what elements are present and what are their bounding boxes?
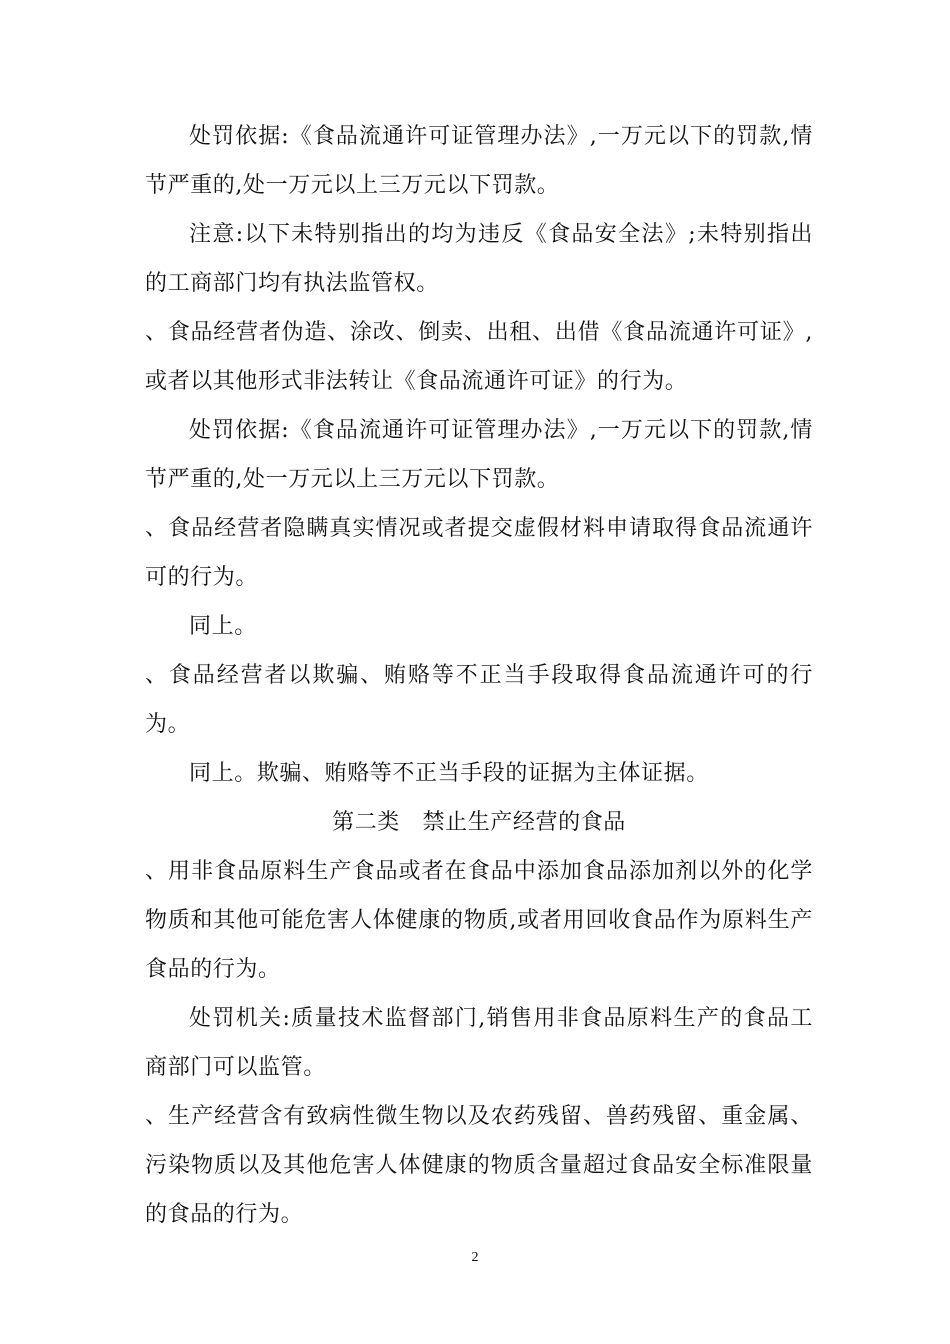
paragraph-note: 注意:以下未特别指出的均为违反《食品安全法》;未特别指出的工商部门均有执法监管权。 (145, 222, 813, 296)
section-heading: 第二类 禁止生产经营的食品 (332, 810, 626, 835)
paragraph-item-concealment: 、食品经营者隐瞒真实情况或者提交虚假材料申请取得食品流通许可的行为。 (145, 516, 813, 590)
paragraph-item-forgery: 、食品经营者伪造、涂改、倒卖、出租、出借《食品流通许可证》,或者以其他形式非法转让《食品流通许可证》的行为。 (145, 320, 813, 394)
paragraph-item-contaminants: 、生产经营含有致病性微生物以及农药残留、兽药残留、重金属、污染物质以及其他危害人体健康的物质含量超过食品安全标准限量的食品的行为。 (145, 1104, 813, 1227)
paragraph-penalty-basis-1: 处罚依据:《食品流通许可证管理办法》,一万元以下的罚款,情节严重的,处一万元以上三万元以下罚款。 (145, 124, 813, 198)
paragraph-penalty-basis-2: 处罚依据:《食品流通许可证管理办法》,一万元以下的罚款,情节严重的,处一万元以上三万元以下罚款。 (145, 418, 813, 492)
paragraph-penalty-authority: 处罚机关:质量技术监督部门,销售用非食品原料生产的食品工商部门可以监管。 (145, 1006, 813, 1080)
paragraph-same-as-above-1: 同上。 (189, 614, 257, 639)
document-body (145, 112, 813, 1239)
paragraph-item-non-food-materials: 、用非食品原料生产食品或者在食品中添加食品添加剂以外的化学物质和其他可能危害人体健康的物质,或者用回收食品作为原料生产食品的行为。 (145, 859, 813, 982)
paragraph-same-as-above-2: 同上。欺骗、贿赂等不正当手段的证据为主体证据。 (189, 761, 709, 786)
paragraph-item-deception: 、食品经营者以欺骗、贿赂等不正当手段取得食品流通许可的行为。 (145, 663, 813, 737)
page-number: 2 (471, 1250, 479, 1265)
